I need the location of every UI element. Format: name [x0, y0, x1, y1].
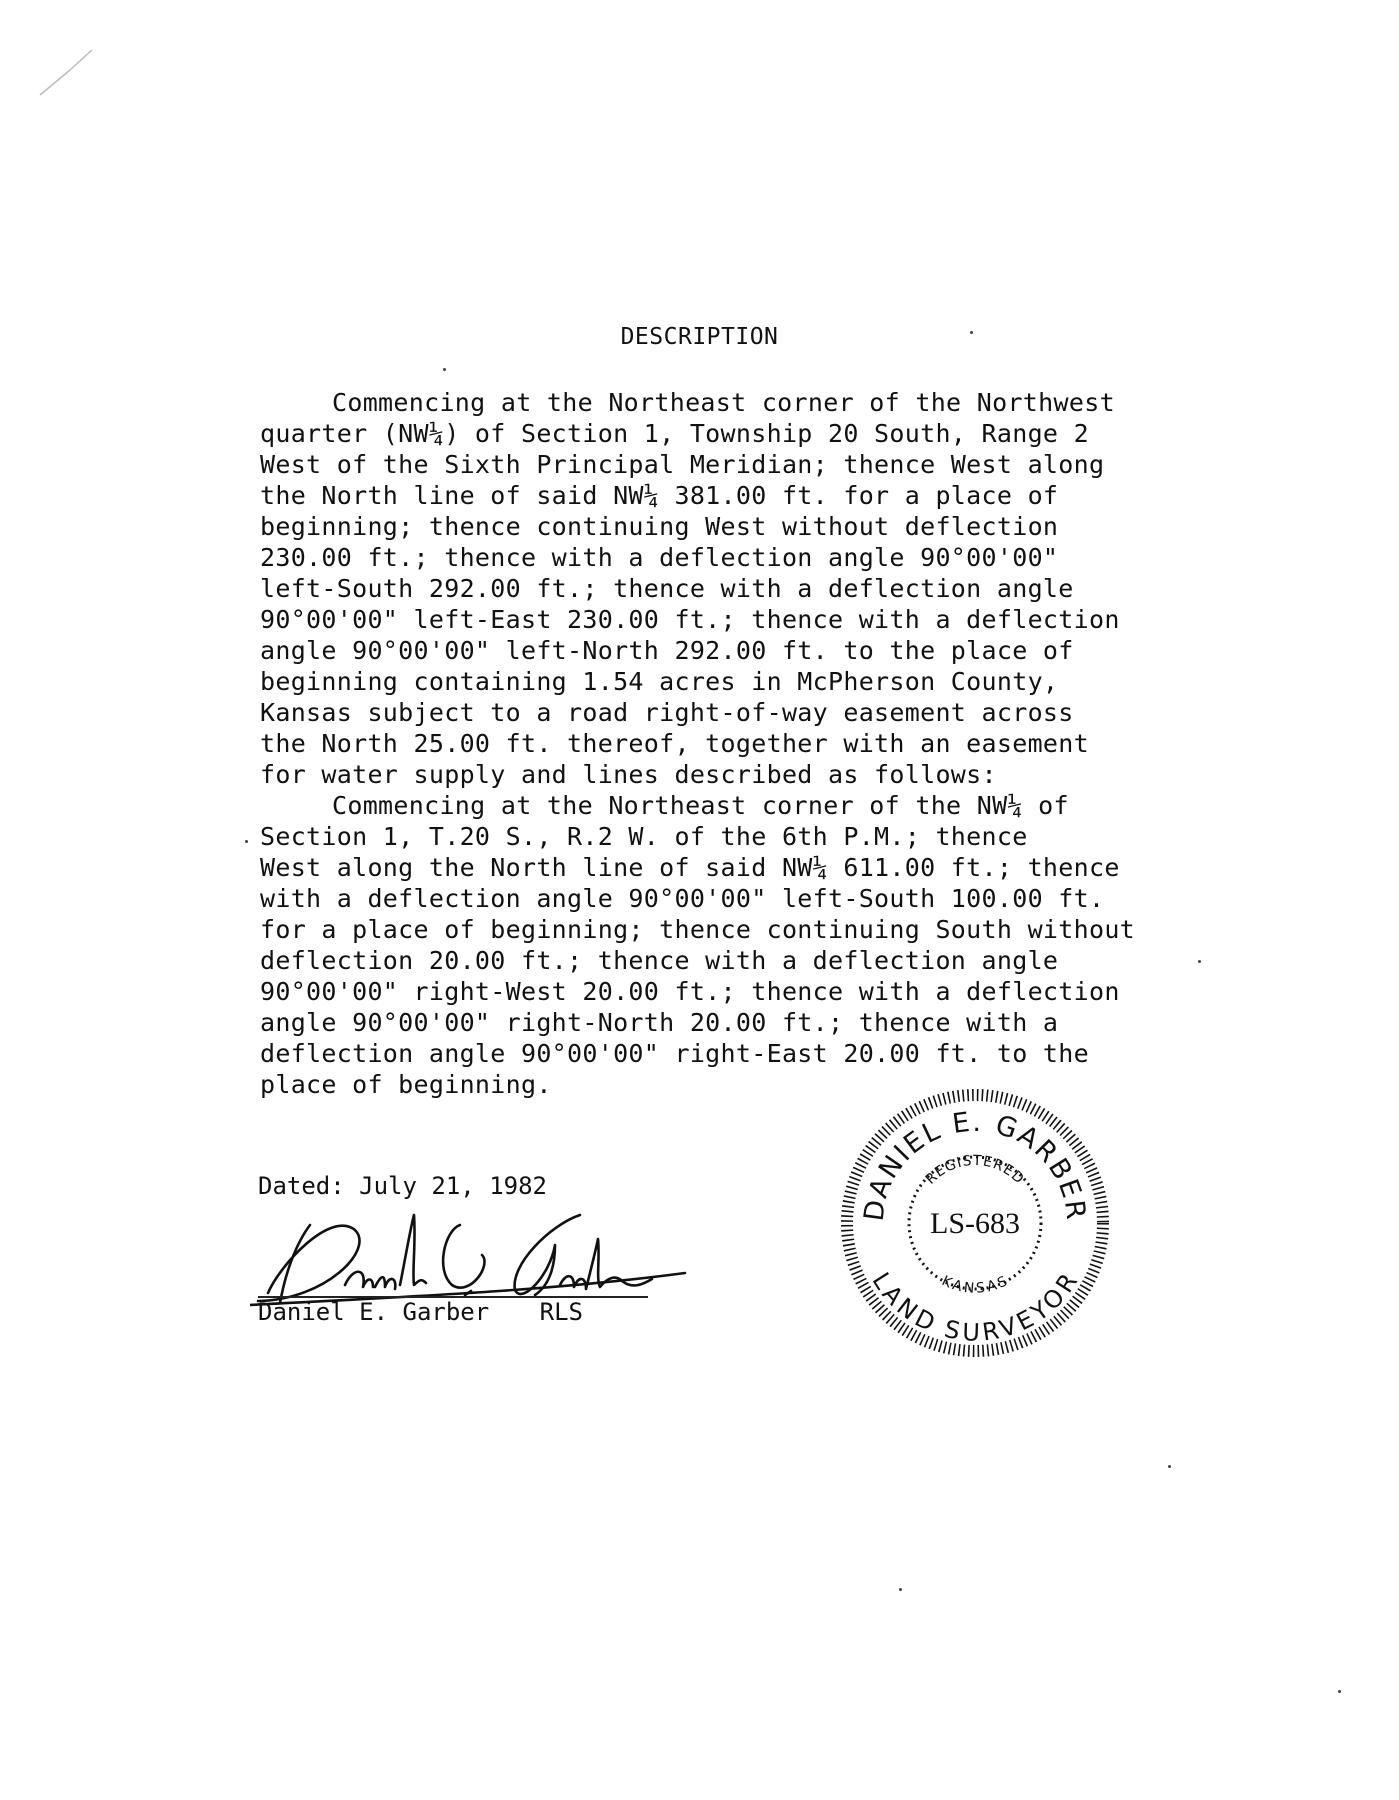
- seal-inner-top-text: REGISTERED: [922, 1152, 1028, 1188]
- text-line: with a deflection angle 90°00'00" left-South 100.00 ft.: [260, 884, 1105, 913]
- text-line: deflection 20.00 ft.; thence with a deflection angle: [260, 946, 1059, 975]
- text-line: West of the Sixth Principal Meridian; thence West along: [260, 450, 1105, 479]
- text-line: 230.00 ft.; thence with a deflection angle 90°00'00": [260, 543, 1059, 572]
- text-line: for a place of beginning; thence continuing South without: [260, 915, 1136, 944]
- signer-name: Daniel E. Garber: [258, 1298, 490, 1326]
- scan-speck: [970, 331, 973, 334]
- text-line: beginning containing 1.54 acres in McPherson County,: [260, 667, 1059, 696]
- scan-speck: [245, 840, 248, 843]
- dated-value: July 21, 1982: [359, 1172, 547, 1200]
- text-line: for water supply and lines described as follows:: [260, 760, 997, 789]
- signer-title: RLS: [539, 1298, 583, 1326]
- text-line: the North line of said NW¼ 381.00 ft. for a place of: [260, 481, 1059, 510]
- text-line: Section 1, T.20 S., R.2 W. of the 6th P.M.; thence: [260, 822, 1028, 851]
- signer-block: [258, 1298, 583, 1326]
- dated-label: Dated:: [258, 1172, 345, 1200]
- seal-outer-bottom-text: LAND SURVEYOR: [866, 1267, 1084, 1347]
- scan-speck: [443, 368, 446, 371]
- scan-speck: [1338, 1690, 1341, 1693]
- text-line: 90°00'00" left-East 230.00 ft.; thence with a deflection: [260, 605, 1120, 634]
- scan-speck: [1198, 960, 1201, 963]
- document-title: DESCRIPTION: [620, 324, 779, 350]
- scan-speck: [899, 1588, 902, 1591]
- text-line: place of beginning.: [260, 1070, 552, 1099]
- text-line: West along the North line of said NW¼ 611.00 ft.; thence: [260, 853, 1120, 882]
- date-line: [258, 1172, 547, 1200]
- text-line: Commencing at the Northeast corner of the Northwest: [332, 388, 1115, 417]
- text-line: quarter (NW¼) of Section 1, Township 20 South, Range 2: [260, 419, 1089, 448]
- text-line: beginning; thence continuing West without deflection: [260, 512, 1059, 541]
- surveyor-seal: [835, 1083, 1115, 1363]
- text-line: angle 90°00'00" right-North 20.00 ft.; thence with a: [260, 1008, 1059, 1037]
- text-line: 90°00'00" right-West 20.00 ft.; thence with a deflection: [260, 977, 1120, 1006]
- text-line: Commencing at the Northeast corner of the NW¼ of: [332, 791, 1069, 820]
- scan-mark: [30, 40, 120, 100]
- seal-license-number: LS-683: [930, 1207, 1020, 1240]
- text-line: deflection angle 90°00'00" right-East 20.00 ft. to the: [260, 1039, 1089, 1068]
- text-line: angle 90°00'00" left-North 292.00 ft. to the place of: [260, 636, 1074, 665]
- scan-speck: [1168, 1465, 1171, 1468]
- seal-outer-top-text: DANIEL E. GARBER: [858, 1106, 1092, 1223]
- text-line: Kansas subject to a road right-of-way easement across: [260, 698, 1074, 727]
- seal-inner-bottom-text: KANSAS: [939, 1273, 1011, 1297]
- text-line: left-South 292.00 ft.; thence with a deflection angle: [260, 574, 1074, 603]
- text-line: the North 25.00 ft. thereof, together with an easement: [260, 729, 1089, 758]
